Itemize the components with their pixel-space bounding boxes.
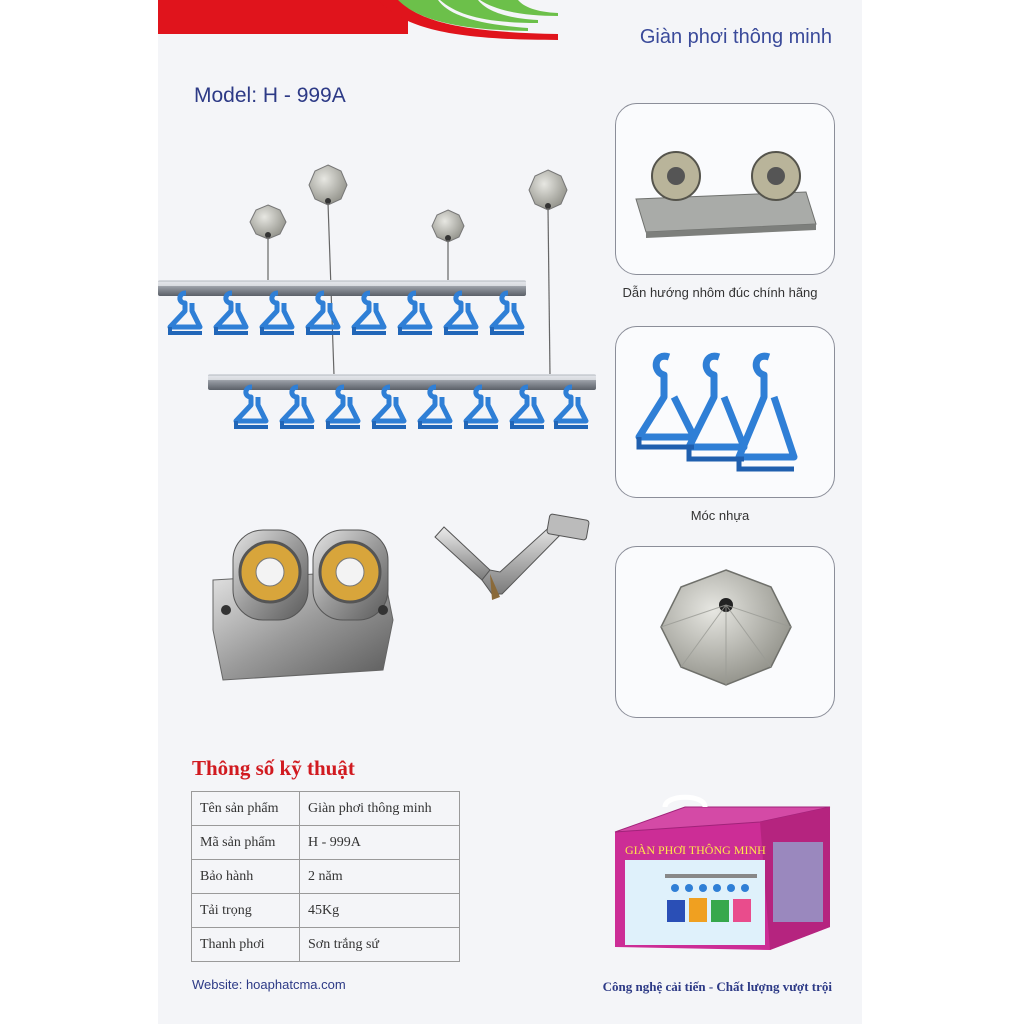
footer-slogan: Công nghệ cải tiến - Chất lượng vượt trội (602, 979, 832, 994)
box-label: GIÀN PHƠI THÔNG MINH (625, 843, 766, 857)
brochure-page (158, 0, 862, 1024)
ceiling-cap-2 (309, 165, 347, 205)
table-row: Tải trọng 45Kg (192, 894, 460, 928)
guide-pulley-frame (615, 103, 835, 275)
specs-table (191, 791, 460, 962)
model-label: Model: H - 999A (194, 84, 346, 107)
header-red-band (158, 0, 408, 34)
table-row: Thanh phơi Sơn trắng sứ (192, 928, 460, 962)
header-title: Giàn phơi thông minh (639, 26, 832, 48)
table-row: Bảo hành 2 năm (192, 860, 460, 894)
hooks-caption: Móc nhựa (690, 508, 750, 523)
specs-title: Thông số kỹ thuật (192, 756, 355, 780)
header-swoosh-graphic (378, 0, 558, 40)
table-row: Tên sản phẩm Giàn phơi thông minh (192, 792, 460, 826)
ceiling-cap-3 (432, 210, 464, 242)
footer-website: Website: hoaphatcma.com (192, 977, 346, 992)
ceiling-cap-4 (529, 170, 567, 210)
ceiling-cap-image (656, 565, 796, 695)
pulley-guide-image (631, 144, 821, 234)
ceiling-cap-1 (250, 205, 286, 239)
plastic-hooks-image (634, 347, 824, 482)
winch-mechanism-image (208, 520, 403, 690)
product-box-image (605, 802, 835, 952)
guide-caption: Dẫn hướng nhôm đúc chính hãng (622, 285, 818, 300)
ceiling-cap-frame (615, 546, 835, 718)
hand-crank-image (430, 512, 595, 607)
table-row: Mã sản phẩm H - 999A (192, 826, 460, 860)
hooks-frame (615, 326, 835, 498)
drying-rack-illustration (158, 165, 608, 450)
